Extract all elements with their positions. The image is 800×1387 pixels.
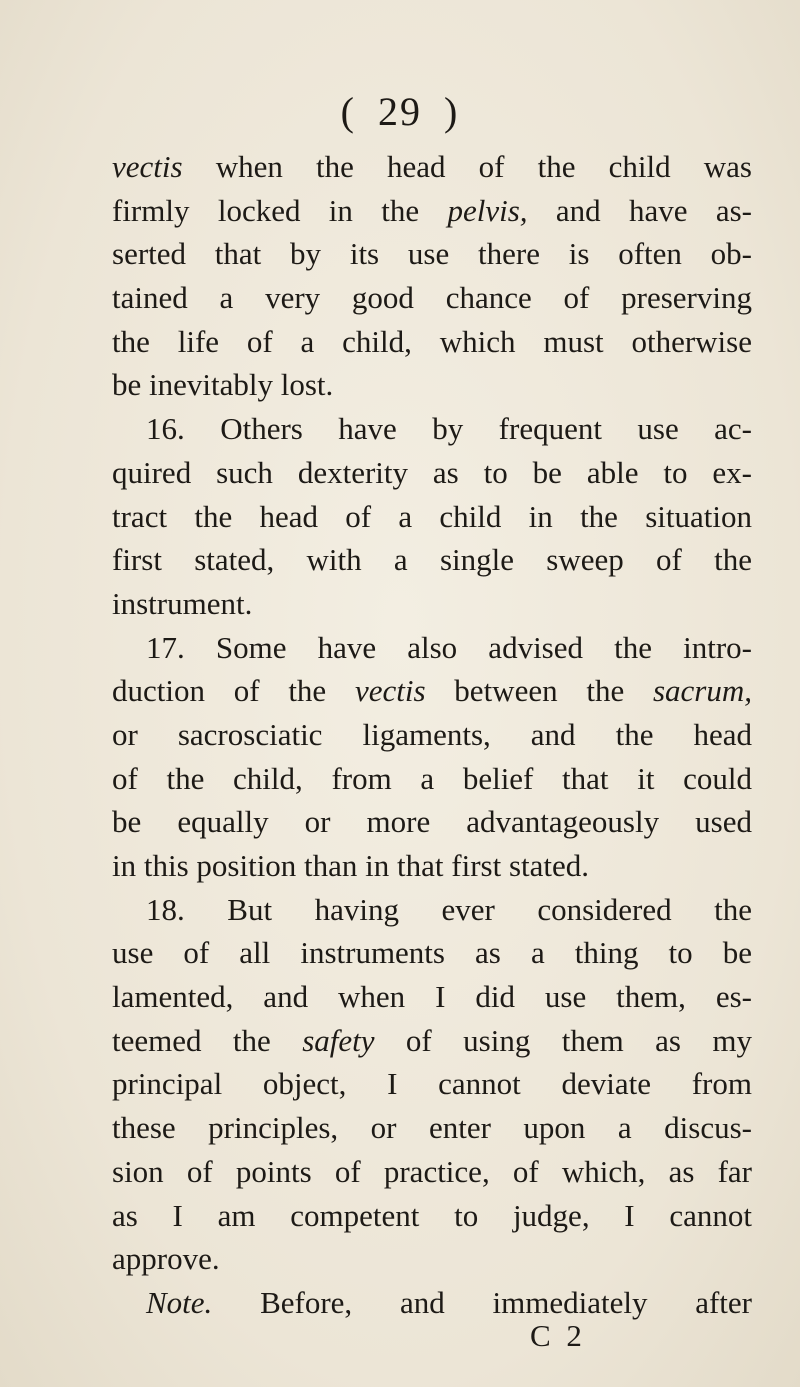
text-line [112,495,752,539]
text-run: use of all instruments as a thing to be [112,935,752,971]
text-run: when the head of the child was [182,149,752,184]
text-run: serted that by its use there is often ob- [112,236,752,272]
text-line [112,1194,752,1238]
text-line [112,145,752,189]
text-line [112,1019,752,1063]
text-line [112,975,752,1019]
page-number: 29 [378,89,422,134]
text-line [112,1062,752,1106]
text-line [112,800,752,844]
text-line [112,232,752,276]
text-line [112,1150,752,1194]
text-run: duction of the [112,673,355,709]
text-line [112,363,752,407]
text-run: tract the head of a child in the situation [112,498,752,534]
text-run: sion of points of practice, of which, as far [112,1153,752,1189]
text-run: Before, and immediately after [212,1284,752,1320]
text-line [112,713,752,757]
text-run: be inevitably lost. [112,367,334,403]
text-line [112,407,752,451]
text-line [112,669,752,713]
text-line [112,844,752,888]
text-run: 18. But having ever considered the [146,891,752,927]
italic-word: pelvis, [447,192,528,228]
text-run: first stated, with a single sweep of the [112,542,752,578]
text-run: in this position than in that first stated. [112,848,590,883]
text-run: instrument. [112,585,253,621]
text-run: these principles, or enter upon a discus- [112,1110,752,1146]
text-run: 17. Some have also advised the intro- [146,629,752,665]
text-run: lamented, and when I did use them, es- [112,979,752,1015]
italic-word: vectis [354,673,426,709]
text-line [112,888,752,932]
text-line [112,1106,752,1150]
body-text [112,145,752,1325]
text-run: teemed the [112,1022,303,1058]
header-open-paren: ( [340,89,356,134]
text-run: and have as- [527,192,752,228]
italic-word: Note. [146,1284,213,1320]
text-run: between the [425,673,653,709]
text-line [112,1281,752,1325]
italic-word: safety [302,1022,375,1058]
text-line [112,189,752,233]
text-run: as I am competent to judge, I cannot [112,1197,752,1233]
italic-word: sacrum, [652,673,753,709]
text-line [112,757,752,801]
text-run: firmly locked in the [112,192,448,228]
header-close-paren: ) [444,89,460,134]
text-run: principal object, I cannot deviate from [112,1066,752,1102]
text-line [112,931,752,975]
text-run: of using them as my [374,1022,752,1058]
text-run: the life of a child, which must otherwise [112,323,752,359]
text-line [112,582,752,626]
text-run: 16. Others have by frequent use ac- [146,411,752,447]
signature-mark: C 2 [530,1318,586,1353]
text-run: of the child, from a belief that it could [112,760,752,796]
text-line [112,276,752,320]
text-line [112,451,752,495]
text-run: be equally or more advantageously used [112,804,752,840]
text-line [112,538,752,582]
text-line [112,320,752,364]
text-run: or sacrosciatic ligaments, and the head [112,716,752,752]
text-run: tained a very good chance of preserving [112,280,752,316]
text-line [112,1237,752,1281]
text-line [112,626,752,670]
text-run: approve. [112,1241,220,1277]
italic-word: vectis [112,149,183,184]
page-number-header [0,88,800,135]
text-run: quired such dexterity as to be able to ex- [112,454,752,490]
